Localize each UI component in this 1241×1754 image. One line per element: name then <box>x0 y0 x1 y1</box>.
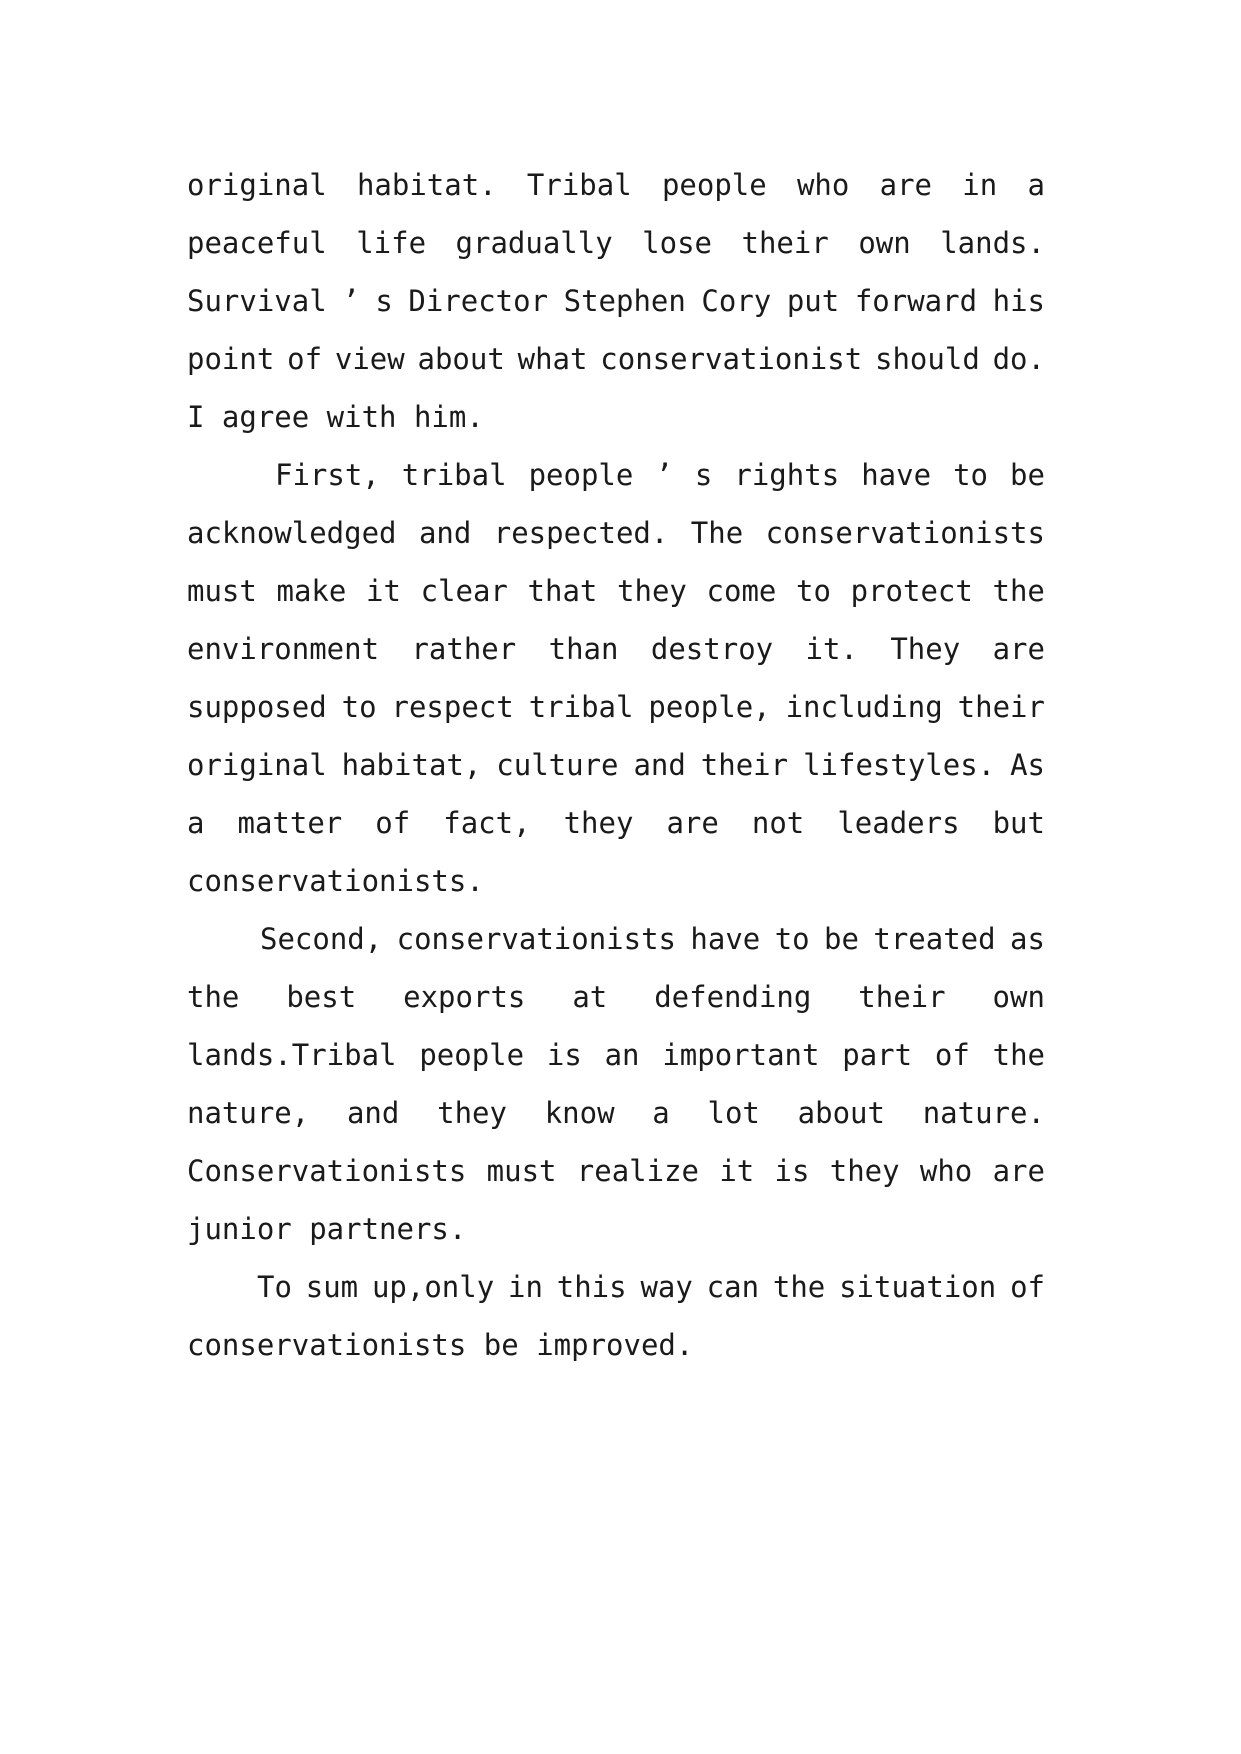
text-line <box>187 678 1045 736</box>
word: their <box>858 980 946 1014</box>
word: people, <box>648 690 771 724</box>
text-line <box>187 794 1045 852</box>
word: s <box>694 458 713 492</box>
word: the <box>992 574 1045 608</box>
word: original <box>187 748 327 782</box>
word: who <box>796 168 850 202</box>
word: are <box>992 632 1045 666</box>
word: is <box>774 1154 810 1188</box>
word: and <box>346 1096 400 1130</box>
word: must <box>187 574 257 608</box>
word: can <box>706 1270 760 1304</box>
word: They <box>890 632 961 666</box>
word: they <box>829 1154 900 1188</box>
word: people <box>419 1038 525 1072</box>
text-line <box>187 910 1045 968</box>
word: this <box>556 1270 627 1304</box>
word: are <box>992 1154 1045 1188</box>
word: Second, <box>260 922 383 956</box>
word: lifestyles. <box>803 748 996 782</box>
word: habitat. <box>356 168 497 202</box>
word: a <box>652 1096 670 1130</box>
word: to <box>953 458 988 492</box>
text-line: I agree with him. <box>187 400 484 434</box>
text-line <box>187 620 1045 678</box>
word: matter <box>237 806 343 840</box>
text-line <box>187 1026 1045 1084</box>
word: gradually <box>455 226 613 260</box>
word: original <box>187 168 327 202</box>
text-line: junior partners. <box>187 1212 467 1246</box>
word: Conservationists <box>187 1154 467 1188</box>
word: put <box>786 284 840 318</box>
word: Director <box>408 284 549 318</box>
word: s <box>375 284 393 318</box>
word: a <box>187 806 205 840</box>
word: of <box>1010 1270 1045 1304</box>
word: in <box>508 1270 543 1304</box>
word: lands. <box>940 226 1045 260</box>
word: of <box>287 342 323 376</box>
word: be <box>1010 458 1045 492</box>
word: way <box>640 1270 693 1304</box>
word: his <box>992 284 1045 318</box>
word: than <box>548 632 619 666</box>
text-line <box>187 736 1045 794</box>
word: Survival <box>187 284 327 318</box>
word: be <box>824 922 859 956</box>
word: defending <box>654 980 812 1014</box>
word: what <box>517 342 588 376</box>
word: conservationists <box>765 516 1045 550</box>
word: lot <box>707 1096 760 1130</box>
word: supposed <box>187 690 327 724</box>
essay-body <box>187 156 1045 1374</box>
word: to <box>341 690 377 724</box>
word: destroy <box>650 632 774 666</box>
word: are <box>879 168 933 202</box>
word: make <box>276 574 347 608</box>
word: as <box>1010 922 1045 956</box>
text-line <box>187 562 1045 620</box>
word: should <box>875 342 980 376</box>
text-line <box>187 214 1045 272</box>
word: life <box>356 226 427 260</box>
word: they <box>563 806 634 840</box>
word: environment <box>187 632 380 666</box>
word: the <box>992 1038 1045 1072</box>
word: know <box>544 1096 615 1130</box>
text-line <box>187 446 1045 504</box>
text-line <box>187 156 1045 214</box>
word: conservationist <box>600 342 863 376</box>
text-line <box>187 272 1045 330</box>
word: Tribal <box>526 168 632 202</box>
word: conservationists <box>396 922 676 956</box>
word: acknowledged <box>187 516 397 550</box>
word: at <box>572 980 608 1014</box>
word: The <box>690 516 744 550</box>
word: it <box>366 574 401 608</box>
text-line: conservationists. <box>187 864 484 898</box>
text-line <box>187 1258 1045 1316</box>
text-line <box>187 330 1045 388</box>
word: clear <box>420 574 508 608</box>
text-line <box>187 968 1045 1026</box>
word: up,only <box>371 1270 495 1304</box>
word: not <box>751 806 805 840</box>
text-line <box>187 504 1045 562</box>
word: do. <box>992 342 1045 376</box>
word: tribal <box>528 690 634 724</box>
word: rather <box>411 632 517 666</box>
word: but <box>992 806 1045 840</box>
word: best <box>286 980 357 1014</box>
word: their <box>700 748 789 782</box>
word: come <box>706 574 777 608</box>
word: Stephen <box>563 284 686 318</box>
word: of <box>375 806 411 840</box>
word: is <box>546 1038 582 1072</box>
text-line <box>187 1142 1045 1200</box>
word: leaders <box>837 806 960 840</box>
word: ’ <box>655 458 673 492</box>
word: about <box>417 342 505 376</box>
word: situation <box>839 1270 997 1304</box>
word: sum <box>305 1270 359 1304</box>
word: respected. <box>493 516 669 550</box>
word: exports <box>403 980 526 1014</box>
word: habitat, <box>341 748 482 782</box>
word: lose <box>642 226 713 260</box>
word: have <box>861 458 932 492</box>
word: protect <box>850 574 973 608</box>
word: that <box>527 574 598 608</box>
word: view <box>334 342 405 376</box>
word: to <box>774 922 810 956</box>
word: fact, <box>443 806 531 840</box>
word: of <box>934 1038 970 1072</box>
word: people <box>528 458 634 492</box>
word: point <box>187 342 275 376</box>
word: To <box>257 1270 292 1304</box>
word: forward <box>854 284 978 318</box>
word: people <box>661 168 767 202</box>
word: they <box>617 574 687 608</box>
word: nature, <box>187 1096 310 1130</box>
word: realize <box>576 1154 700 1188</box>
word: about <box>797 1096 885 1130</box>
word: part <box>842 1038 913 1072</box>
word: who <box>919 1154 973 1188</box>
word: their <box>741 226 829 260</box>
word: have <box>690 922 761 956</box>
word: an <box>604 1038 640 1072</box>
word: As <box>1010 748 1045 782</box>
word: culture <box>496 748 619 782</box>
word: nature. <box>922 1096 1045 1130</box>
word: respect <box>391 690 514 724</box>
word: and <box>633 748 686 782</box>
text-line: conservationists be improved. <box>187 1328 694 1362</box>
word: rights <box>734 458 840 492</box>
word: tribal <box>401 458 507 492</box>
word: including <box>785 690 943 724</box>
word: important <box>662 1038 820 1072</box>
word: First, <box>275 458 380 492</box>
word: it <box>719 1154 755 1188</box>
word: the <box>772 1270 826 1304</box>
word: own <box>992 980 1045 1014</box>
word: lands.Tribal <box>187 1038 397 1072</box>
text-line <box>187 1084 1045 1142</box>
word: treated <box>873 922 996 956</box>
word: a <box>1027 168 1045 202</box>
word: it. <box>805 632 858 666</box>
word: peaceful <box>187 226 327 260</box>
word: and <box>418 516 472 550</box>
word: ’ <box>342 284 360 318</box>
word: to <box>796 574 831 608</box>
word: in <box>962 168 998 202</box>
word: the <box>187 980 240 1014</box>
word: own <box>858 226 911 260</box>
word: they <box>437 1096 507 1130</box>
word: their <box>957 690 1045 724</box>
word: Cory <box>701 284 772 318</box>
word: must <box>486 1154 557 1188</box>
word: are <box>666 806 719 840</box>
